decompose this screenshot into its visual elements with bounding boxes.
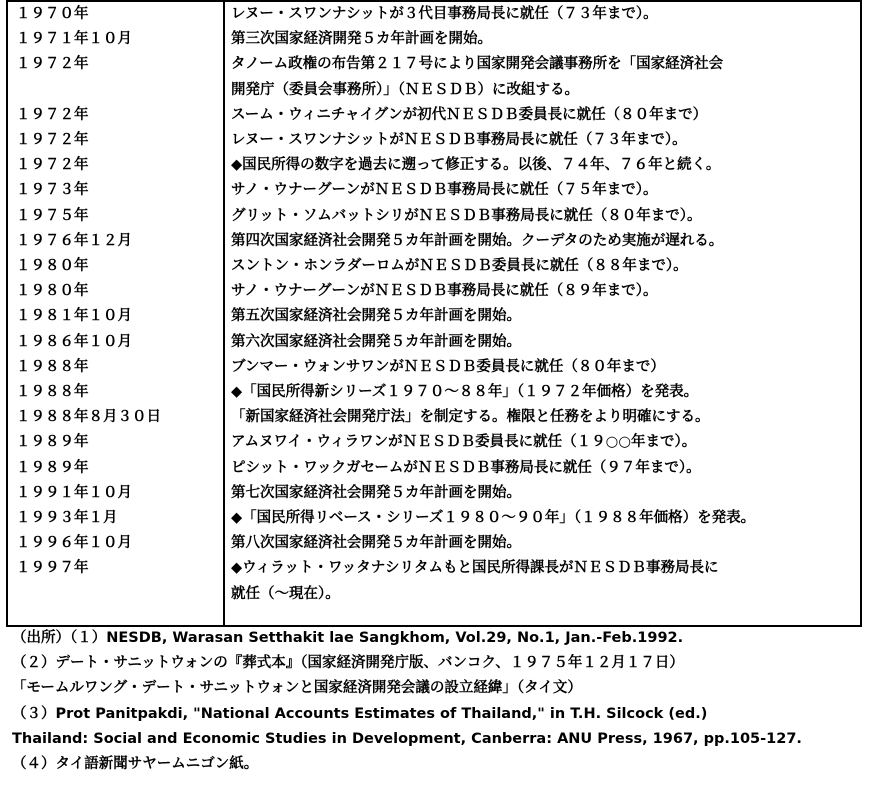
row-date: １９８８年 (7, 380, 224, 405)
chronology-row (7, 506, 861, 531)
chronology-body (7, 1, 861, 626)
row-event (224, 430, 861, 455)
row-date: １９８９年 (7, 456, 224, 481)
row-event (224, 405, 861, 430)
row-event (224, 254, 861, 279)
row-date: １９９１年１０月 (7, 481, 224, 506)
row-event (224, 128, 861, 153)
chronology-row (7, 380, 861, 405)
source-note-line: （２）デート・サニットウォンの『葬式本』（国家経済開発庁版、バンコク、１９７５年１２月１７日） (12, 655, 684, 672)
event-line: 第八次国家経済社会開発５カ年計画を開始。 (231, 535, 521, 552)
event-line: スントン・ホンラダーロムがＮＥＳＤＢ委員長に就任（８８年まで）。 (231, 258, 688, 275)
source-note-line: （４）タイ語新聞サヤームニゴン紙。 (12, 756, 259, 773)
row-date: １９８６年１０月 (7, 330, 224, 355)
chronology-row (7, 178, 861, 203)
source-note-line: 「モームルワング・デート・サニットウォンと国家経済開発会議の設立経緯」（タイ文） (12, 680, 582, 697)
source-notes (12, 626, 862, 777)
padding-cell (224, 607, 861, 626)
row-date: １９７２年 (7, 153, 224, 178)
row-event (224, 229, 861, 254)
source-note-line: （出所）（１）NESDB, Warasan Setthakit lae Sangkhom, Vol.29, No.1, Jan.-Feb.1992. (12, 630, 684, 646)
row-date: １９７０年 (7, 1, 224, 27)
row-date: １９９６年１０月 (7, 531, 224, 556)
event-line: タノーム政権の布告第２１７号により国家開発会議事務所を「国家経済社会 (231, 56, 724, 73)
event-line: スーム・ウィニチャイグンが初代ＮＥＳＤＢ委員長に就任（８０年まで） (231, 106, 708, 123)
row-event (224, 481, 861, 506)
table-padding-row (7, 607, 861, 626)
row-date: １９８１年１０月 (7, 304, 224, 329)
row-date: １９９７年 (7, 556, 224, 606)
row-date: １９８８年８月３０日 (7, 405, 224, 430)
event-line: 第六次国家経済社会開発５カ年計画を開始。 (231, 333, 521, 350)
row-event (224, 506, 861, 531)
row-date: １９７１年１０月 (7, 27, 224, 52)
event-line: 就任（～現在）。 (231, 585, 340, 602)
chronology-row (7, 330, 861, 355)
chronology-row (7, 204, 861, 229)
row-event (224, 456, 861, 481)
event-line: サノ・ウナーグーンがＮＥＳＤＢ事務局長に就任（８９年まで）。 (231, 283, 658, 300)
chronology-row (7, 27, 861, 52)
row-date: １９８０年 (7, 279, 224, 304)
event-line: グリット・ソムバットシリがＮＥＳＤＢ事務局長に就任（８０年まで）。 (231, 207, 702, 224)
event-line: ◆「国民所得リベース・シリーズ１９８０～９０年」（１９８８年価格）を発表。 (231, 510, 756, 527)
chronology-row (7, 52, 861, 102)
row-event (224, 153, 861, 178)
source-note-line: Thailand: Social and Economic Studies in Development, Canberra: ANU Press, 1967, pp.105-127. (12, 730, 802, 747)
row-event (224, 279, 861, 304)
row-event (224, 52, 861, 102)
event-line: 第七次国家経済社会開発５カ年計画を開始。 (231, 484, 521, 501)
row-date: １９７５年 (7, 204, 224, 229)
row-date: １９７２年 (7, 103, 224, 128)
row-event (224, 531, 861, 556)
source-note-line: （３）Prot Panitpakdi, "National Accounts Estimates of Thailand," in T.H. Silcock (ed.) (12, 705, 708, 722)
padding-cell (7, 607, 224, 626)
chronology-row (7, 279, 861, 304)
event-line: ブンマー・ウォンサワンがＮＥＳＤＢ委員長に就任（８０年まで） (231, 358, 665, 375)
row-event (224, 355, 861, 380)
event-line: ピシット・ワックガセームがＮＥＳＤＢ事務局長に就任（９７年まで）。 (231, 459, 701, 476)
chronology-row (7, 128, 861, 153)
chronology-row (7, 556, 861, 606)
row-event (224, 556, 861, 606)
row-event (224, 178, 861, 203)
row-event (224, 27, 861, 52)
chronology-row (7, 531, 861, 556)
event-line: ◆「国民所得新シリーズ１９７０～８８年」（１９７２年価格）を発表。 (231, 384, 699, 401)
row-date: １９７２年 (7, 52, 224, 102)
chronology-row (7, 430, 861, 455)
chronology-row (7, 405, 861, 430)
chronology-row (7, 229, 861, 254)
row-date: １９７３年 (7, 178, 224, 203)
row-event (224, 304, 861, 329)
event-line: 第三次国家経済開発５カ年計画を開始。 (231, 31, 492, 48)
row-event (224, 204, 861, 229)
row-date: １９８９年 (7, 430, 224, 455)
chronology-row (7, 456, 861, 481)
row-event (224, 1, 861, 27)
row-event (224, 103, 861, 128)
event-line: 第四次国家経済社会開発５カ年計画を開始。クーデタのため実施が遅れる。 (231, 232, 724, 249)
row-date: １９８８年 (7, 355, 224, 380)
event-line: レヌー・スワンナシットがＮＥＳＤＢ事務局長に就任（７３年まで）。 (231, 132, 687, 149)
event-line: 第五次国家経済社会開発５カ年計画を開始。 (231, 308, 521, 325)
chronology-row (7, 355, 861, 380)
chronology-row (7, 103, 861, 128)
event-line: レヌー・スワンナシットが３代目事務局長に就任（７３年まで）。 (231, 6, 658, 22)
row-event (224, 330, 861, 355)
row-date: １９８０年 (7, 254, 224, 279)
event-line: 開発庁（委員会事務所）」（ＮＥＳＤＢ）に改組する。 (231, 81, 579, 98)
event-line: ◆国民所得の数字を過去に遡って修正する。以後、７４年、７６年と続く。 (231, 157, 721, 174)
chronology-row (7, 481, 861, 506)
chronology-table (6, 0, 862, 627)
row-date: １９９３年１月 (7, 506, 224, 531)
event-line: サノ・ウナーグーンがＮＥＳＤＢ事務局長に就任（７５年まで）。 (231, 182, 658, 199)
chronology-row (7, 153, 861, 178)
row-event (224, 380, 861, 405)
chronology-row (7, 304, 861, 329)
event-line: 「新国家経済社会開発庁法」を制定する。権限と任務をより明確にする。 (231, 409, 710, 426)
chronology-row (7, 1, 861, 27)
chronology-row (7, 254, 861, 279)
event-line: ◆ウィラット・ワッタナシリタムもと国民所得課長がＮＥＳＤＢ事務局長に (231, 560, 719, 577)
row-date: １９７２年 (7, 128, 224, 153)
event-line: アムヌワイ・ウィラワンがＮＥＳＤＢ委員長に就任（１９○○年まで）。 (231, 434, 697, 451)
row-date: １９７６年１２月 (7, 229, 224, 254)
